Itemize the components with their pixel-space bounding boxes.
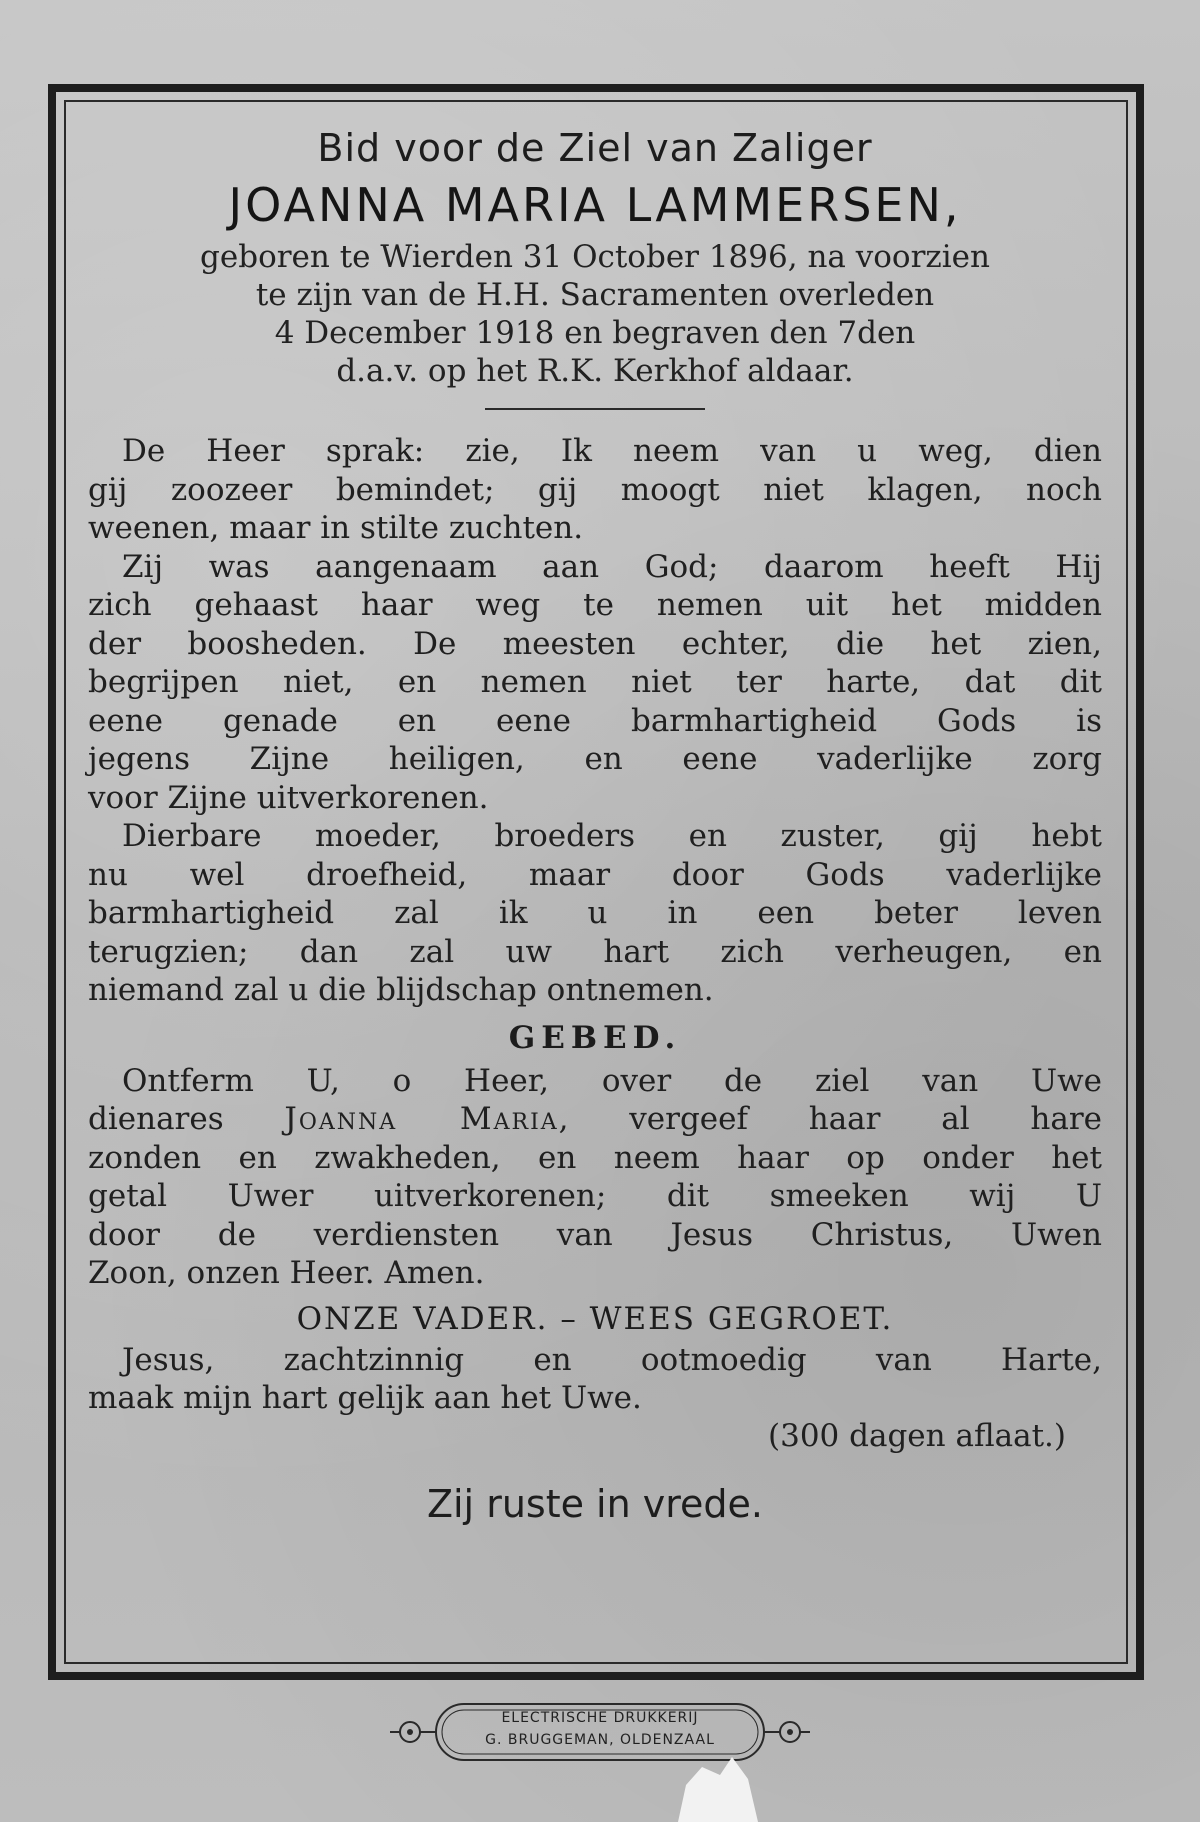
bio-line: te zijn van de H.H. Sacramenten overleden: [255, 277, 935, 313]
text-line: niemand zal u die blijdschap ontnemen.: [88, 972, 714, 1008]
text-line: zich gehaast haar weg te nemen uit het midden: [88, 587, 1102, 623]
deceased-name: JOANNA MARIA LAMMERSEN,: [228, 178, 962, 232]
text-line: jegens Zijne heiligen, en eene vaderlijke zorg: [88, 741, 1102, 777]
biography: [88, 238, 1102, 390]
text-line: De Heer sprak: zie, Ik neem van u weg, dien: [122, 433, 1102, 469]
text-line: [88, 1100, 1102, 1139]
text-line: eene genade en eene barmhartigheid Gods is: [88, 702, 1102, 739]
paragraph-1: [88, 432, 1102, 548]
text-line: gij zoozeer bemindet; gij moogt niet klagen, noch: [88, 471, 1102, 508]
paragraph-3: [88, 817, 1102, 1010]
text-line: Zoon, onzen Heer. Amen.: [88, 1255, 485, 1291]
printer-name: ELECTRISCHE DRUKKERIJ: [501, 1710, 699, 1726]
text-line: getal Uwer uitverkorenen; dit smeeken wij U: [88, 1178, 1102, 1214]
text-fragment: , vergeef haar al hare: [558, 1101, 1102, 1137]
text-line: terugzien; dan zal uw hart zich verheugen, en: [88, 933, 1102, 970]
divider-rule: [485, 408, 705, 410]
ejaculation: [88, 1341, 1102, 1418]
bio-line: geboren te Wierden 31 October 1896, na voorzien: [200, 239, 990, 275]
named-prayers: ONZE VADER. – WEES GEGROET.: [296, 1300, 894, 1337]
text-line: der boosheden. De meesten echter, die het zien,: [88, 625, 1102, 662]
bio-line: d.a.v. op het R.K. Kerkhof aldaar.: [336, 353, 854, 389]
text-line: Zij was aangenaam aan God; daarom heeft Hij: [122, 548, 1102, 585]
prayer-header: Bid voor de Ziel van Zaliger: [317, 126, 873, 170]
closing-line: Zij ruste in vrede.: [426, 1481, 764, 1526]
bio-line: 4 December 1918 en begraven den 7den: [274, 315, 916, 351]
printer-location: G. BRUGGEMAN, OLDENZAAL: [485, 1732, 715, 1748]
paper-tear-icon: [668, 1745, 758, 1822]
text-line: barmhartigheid zal ik u in een beter leven: [88, 895, 1102, 931]
text-line: begrijpen niet, en nemen niet ter harte, dat dit: [88, 664, 1102, 700]
text-line: Jesus, zachtzinnig en ootmoedig van Harte,: [122, 1341, 1102, 1378]
prayer-heading: GEBED.: [508, 1019, 682, 1056]
prayer-text: [88, 1062, 1102, 1293]
text-line: Dierbare moeder, broeders en zuster, gij hebt: [122, 818, 1102, 854]
text-line: Ontferm U, o Heer, over de ziel van Uwe: [122, 1062, 1102, 1099]
indulgence-note: (300 dagen aflaat.): [768, 1417, 1066, 1454]
paragraph-2: [88, 548, 1102, 818]
text-line: zonden en zwakheden, en neem haar op onder het: [88, 1139, 1102, 1176]
text-line: nu wel droefheid, maar door Gods vaderlijke: [88, 856, 1102, 893]
servant-name: Joanna Maria: [284, 1101, 559, 1137]
text-line: voor Zijne uitverkorenen.: [88, 779, 489, 816]
text-line: door de verdiensten van Jesus Christus, Uwen: [88, 1216, 1102, 1253]
text-line: weenen, maar in stilte zuchten.: [88, 510, 584, 546]
text-line: maak mijn hart gelijk aan het Uwe.: [88, 1380, 642, 1416]
text-fragment: dienares: [88, 1101, 285, 1137]
card-content: [88, 116, 1102, 1526]
